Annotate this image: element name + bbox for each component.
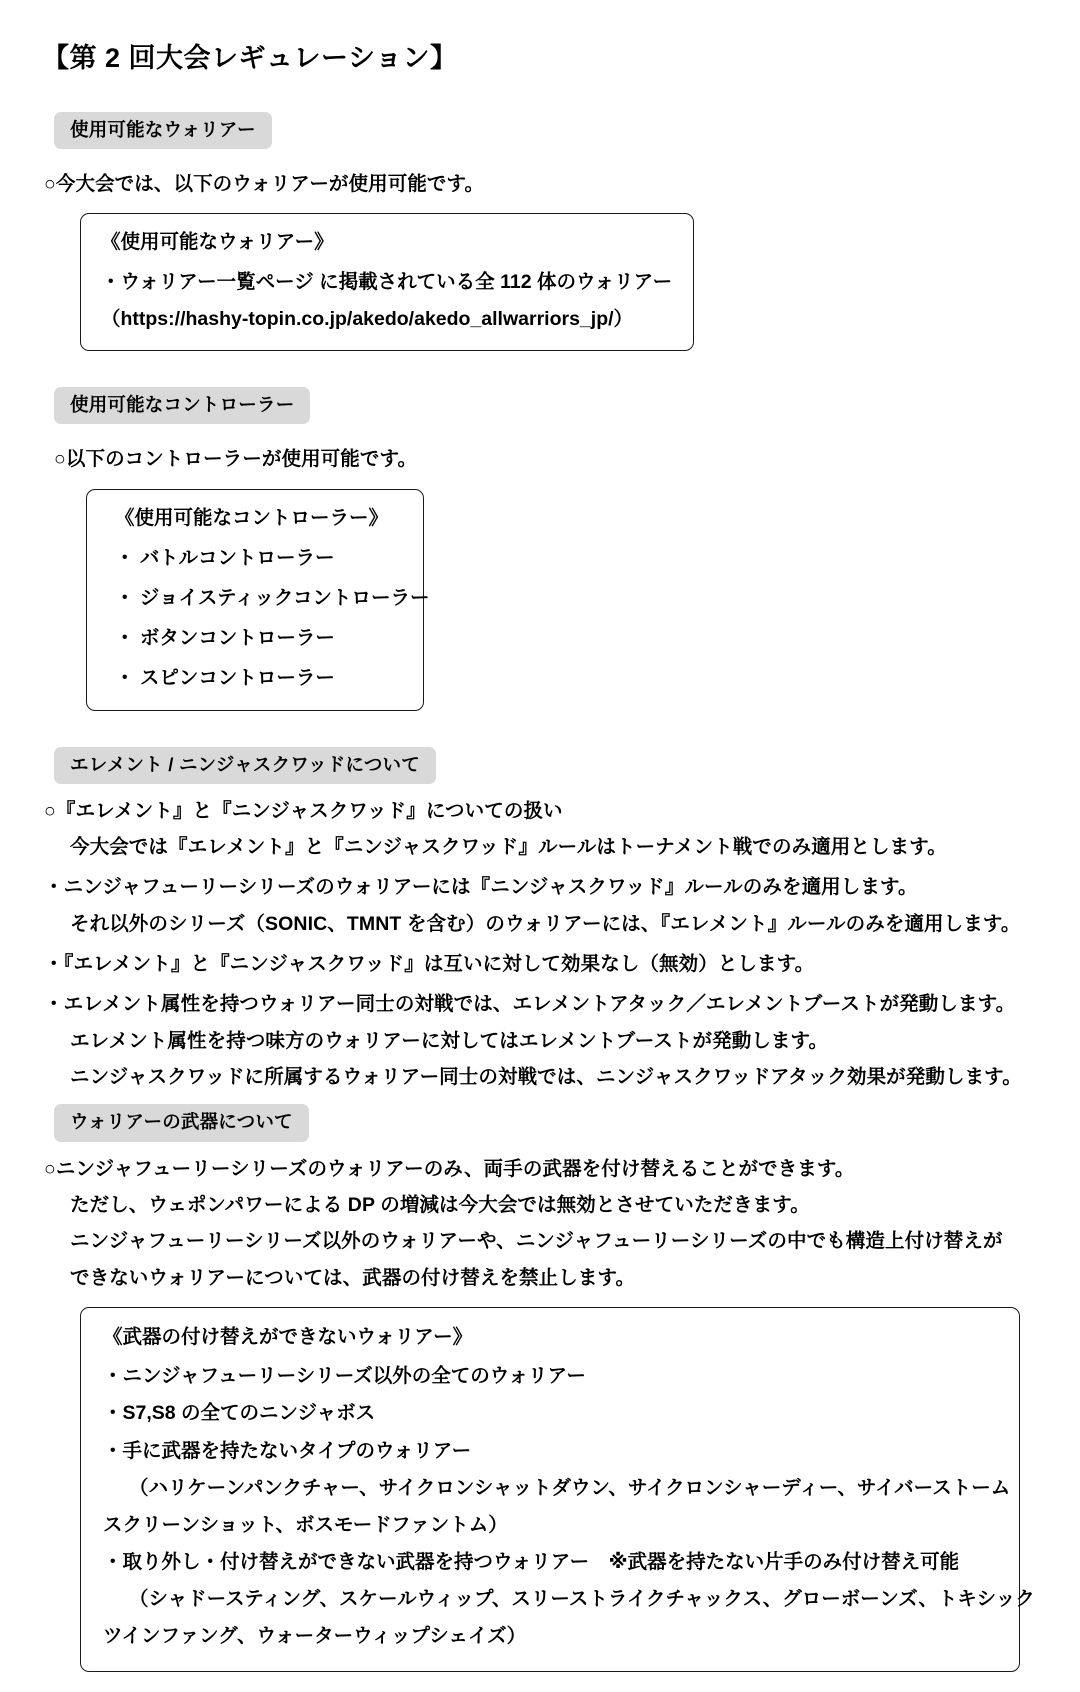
element-rule-line-4: それ以外のシリーズ（SONIC、TMNT を含む）のウォリアーには、『エレメント』ルールのみを適用します。 [70,912,1021,935]
warriors-callout-line-1: ・ウォリアー一覧ページ に掲載されている全 112 体のウォリアー [101,270,673,293]
page-title: 【第 2 回大会レギュレーション】 [42,43,458,73]
element-rule-line-5: ・『エレメント』と『ニンジャスクワッド』は互いに対して効果なし（無効）とします。 [44,953,815,976]
section-chip-weapons-label: ウォリアーの武器について [54,1104,309,1141]
warriors-callout-url: （https://hashy-topin.co.jp/akedo/akedo_allwarriors_jp/） [101,307,634,330]
element-rule-line-2: 今大会では『エレメント』と『ニンジャスクワッド』ルールはトーナメント戦でのみ適用とします。 [70,836,947,859]
controllers-callout-box [86,489,430,711]
controllers-intro-text: ○以下のコントローラーが使用可能です。 [54,448,418,471]
weapons-rule-line-3: ニンジャフューリーシリーズ以外のウォリアーや、ニンジャフューリーシリーズの中でも構造上付け替えが [70,1230,1003,1253]
controllers-callout-item-1: ・ バトルコントローラー [115,547,335,569]
weapons-callout-item-4: ・取り外し・付け替えができない武器を持つウォリアー ※武器を持たない片手のみ付け替え可能 [103,1550,960,1573]
controllers-callout-item-4: ・ スピンコントローラー [115,667,335,690]
controllers-callout-title: 《使用可能なコントローラー》 [115,506,389,529]
weapons-rules-list [40,1156,1044,1291]
weapons-callout-item-4-cont-2: ツインファング、ウォーターウィップシェイズ） [103,1625,527,1648]
weapons-callout-item-3-cont-1: （ハリケーンパンクチャー、サイクロンシャットダウン、サイクロンシャーディー、サイバーストーム [129,1476,1011,1499]
element-rule-line-8: ニンジャスクワッドに所属するウォリアー同士の対戦では、ニンジャスクワッドアタック効果が発動します。 [70,1066,1022,1089]
weapons-rule-line-2: ただし、ウェポンパワーによる DP の増減は今大会では無効とさせていただきます。 [70,1194,810,1216]
section-header-warriors [54,112,1044,149]
weapons-callout-item-2: ・S7,S8 の全てのニンジャボス [103,1402,376,1425]
weapons-callout-box [80,1307,1035,1672]
element-rule-line-3: ・ニンジャフューリーシリーズのウォリアーには『ニンジャスクワッド』ルールのみを適用します。 [44,876,918,899]
weapons-callout-item-1: ・ニンジャフューリーシリーズ以外の全てのウォリアー [103,1365,586,1388]
weapons-callout-item-3: ・手に武器を持たないタイプのウォリアー [103,1439,472,1462]
section-chip-warriors-label: 使用可能なウォリアー [54,112,272,149]
controllers-callout-item-2: ・ ジョイスティックコントローラー [115,587,430,610]
element-rule-line-6: ・エレメント属性を持つウォリアー同士の対戦では、エレメントアタック／エレメントブーストが発動します。 [44,993,1016,1016]
weapons-callout-item-4-cont-1: （シャドースティング、スケールウィップ、スリーストライクチャックス、グローボーンズ、トキシック [129,1588,1035,1611]
warriors-intro-text: ○今大会では、以下のウォリアーが使用可能です。 [44,173,485,196]
element-rule-line-7: エレメント属性を持つ味方のウォリアーに対してはエレメントブーストが発動します。 [70,1029,829,1052]
section-header-controllers [54,387,1044,424]
controllers-callout-item-3: ・ ボタンコントローラー [115,627,335,650]
section-chip-controllers-label: 使用可能なコントローラー [54,387,310,424]
weapons-callout-item-3-cont-2: スクリーンショット、ボスモードファントム） [103,1513,508,1536]
weapons-rule-line-1: ○ニンジャフューリーシリーズのウォリアーのみ、両手の武器を付け替えることができます。 [44,1157,855,1180]
warriors-callout-box [80,213,694,351]
section-chip-element-label: エレメント / ニンジャスクワッドについて [54,747,436,784]
element-rules-list [40,798,1044,1091]
weapons-rule-line-4: できないウォリアーについては、武器の付け替えを禁止します。 [70,1266,636,1289]
weapons-callout-title: 《武器の付け替えができないウォリアー》 [103,1325,473,1348]
section-header-element [54,747,1044,784]
warriors-callout-title: 《使用可能なウォリアー》 [101,231,334,254]
element-rule-line-1: ○『エレメント』と『ニンジャスクワッド』についての扱い [44,799,563,822]
section-header-weapons [54,1104,1044,1141]
